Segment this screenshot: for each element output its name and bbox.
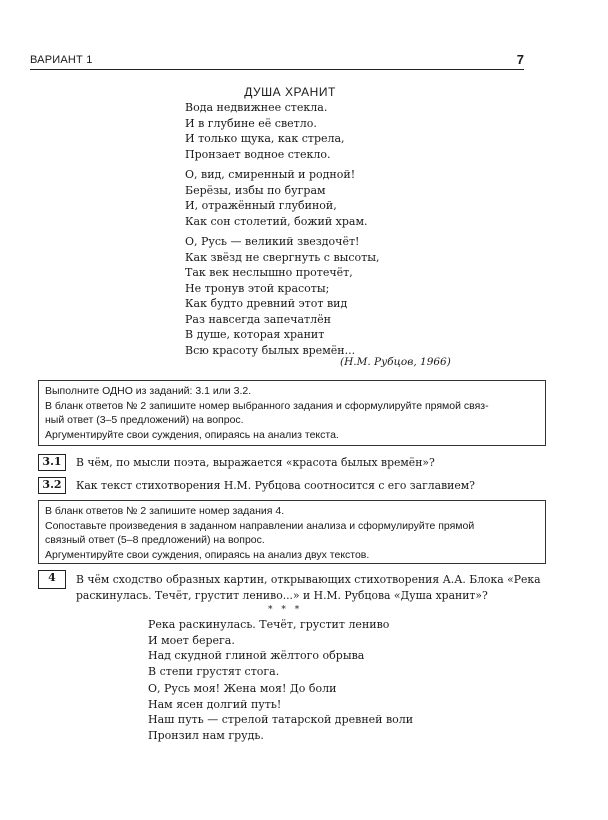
instruction-line: ный ответ (3–5 предложений) на вопрос. <box>45 414 244 426</box>
poem-stanza-2 <box>185 167 368 229</box>
poem-stanza-3 <box>185 234 380 296</box>
poem-line: В степи грустят стога. <box>148 664 280 678</box>
poem-line: О, вид, смиренный и родной! <box>185 168 356 181</box>
poem-line: Река раскинулась. Течёт, грустит лениво <box>148 618 390 631</box>
poem-line: И в глубине её светло. <box>185 116 317 130</box>
poem-line: Так век неслышно протечёт, <box>185 266 353 279</box>
poem-line: Пронзает водное стекло. <box>185 147 331 161</box>
task-number-4: 4 <box>38 570 66 589</box>
instruction-line: Аргументируйте свои суждения, опираясь на анализ текста. <box>45 428 339 441</box>
poem-attribution: (Н.М. Рубцов, 1966) <box>340 356 451 368</box>
page-number: 7 <box>516 52 524 67</box>
poem-line: Наш путь — стрелой татарской древней воли <box>148 713 414 726</box>
instruction-box-task-3 <box>38 380 546 446</box>
blok-stanza-2 <box>148 681 413 743</box>
poem-line: Берёзы, избы по буграм <box>185 183 326 197</box>
instruction-line: Аргументируйте свои суждения, опираясь на анализ двух текстов. <box>45 548 370 561</box>
instruction-line: В бланк ответов № 2 запишите номер выбранного задания и сформулируйте прямой связ- <box>45 399 489 412</box>
poem-line: О, Русь — великий звездочёт! <box>185 235 360 248</box>
instruction-line: связный ответ (5–8 предложений) на вопрос. <box>45 534 265 546</box>
poem-line: Как будто древний этот вид <box>185 297 348 310</box>
poem-line: Пронзил нам грудь. <box>148 728 264 742</box>
task-question-3-1: В чём, по мысли поэта, выражается «красота былых времён»? <box>76 456 435 469</box>
poem-line: Как звёзд не свергнуть с высоты, <box>185 250 380 264</box>
blok-stanza-1 <box>148 617 389 679</box>
poem-line: Как сон столетий, божий храм. <box>185 214 368 228</box>
poem-line: И, отражённый глубиной, <box>185 199 337 212</box>
task-number-3-1: 3.1 <box>38 454 66 471</box>
task-number-3-2: 3.2 <box>38 477 66 494</box>
instruction-line: Выполните ОДНО из заданий: 3.1 или 3.2. <box>45 385 252 397</box>
instruction-line: Сопоставьте произведения в заданном направлении анализа и сформулируйте прямой <box>45 519 475 532</box>
instruction-box-task-4 <box>38 500 546 564</box>
variant-label: ВАРИАНТ 1 <box>30 54 93 66</box>
page-header <box>30 52 524 70</box>
poem-line: И моет берега. <box>148 633 235 647</box>
stanza-separator-stars: * * * <box>268 605 303 615</box>
poem-line: Всю красоту былых времён... <box>185 343 356 357</box>
poem-stanza-4 <box>185 296 355 358</box>
poem-title: ДУША ХРАНИТ <box>244 85 336 99</box>
poem-line: О, Русь моя! Жена моя! До боли <box>148 682 337 695</box>
header-divider <box>30 69 524 70</box>
poem-line: Вода недвижнее стекла. <box>185 101 328 114</box>
task-question-3-2: Как текст стихотворения Н.М. Рубцова соотносится с его заглавием? <box>76 479 475 492</box>
poem-line: И только щука, как стрела, <box>185 132 345 145</box>
poem-line: В душе, которая хранит <box>185 328 325 341</box>
task-question-4: В чём сходство образных картин, открывающих стихотворения А.А. Блока «Река раскинулась. Течёт, грустит лениво...» и Н.М. Рубцова «Душа хранит»? <box>76 573 541 602</box>
poem-line: Над скудной глиной жёлтого обрыва <box>148 649 365 662</box>
poem-line: Не тронув этой красоты; <box>185 281 330 295</box>
instruction-line: В бланк ответов № 2 запишите номер задания 4. <box>45 505 285 517</box>
poem-line: Раз навсегда запечатлён <box>185 312 331 326</box>
poem-line: Нам ясен долгий путь! <box>148 697 282 711</box>
poem-stanza-1 <box>185 100 345 162</box>
